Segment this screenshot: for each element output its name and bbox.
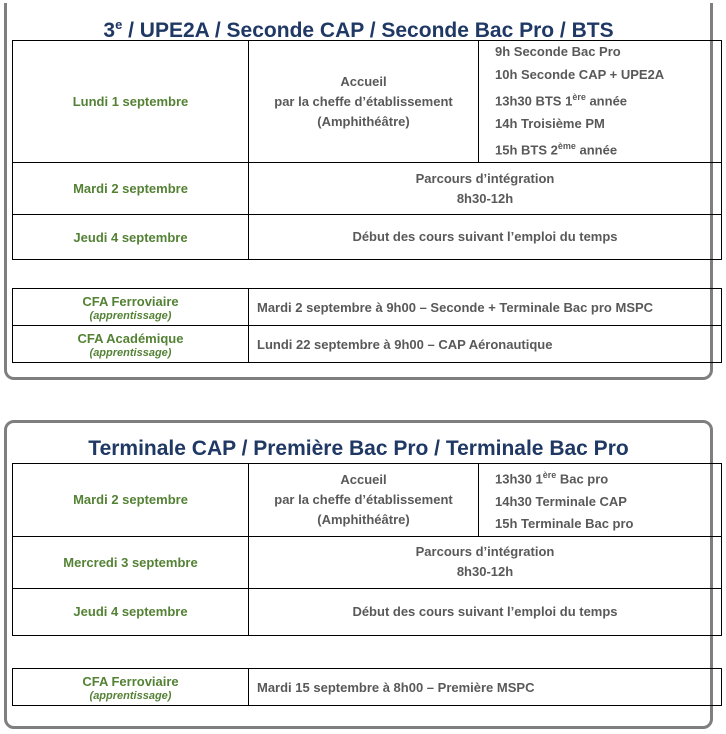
- cfa-table: [12, 668, 722, 706]
- detail-cell: Début des cours suivant l’emploi du temps: [249, 215, 722, 260]
- day-cell: Jeudi 4 septembre: [13, 588, 249, 635]
- detail-cell: Début des cours suivant l’emploi du temps: [249, 588, 722, 635]
- list-item: 14h30 Terminale CAP: [495, 493, 627, 509]
- welcome-cell: Accueil par la cheffe d’établissement (Amphithéâtre): [249, 464, 479, 537]
- day-cell: Mardi 2 septembre: [13, 163, 249, 215]
- cfa-name-cell: CFA Ferroviaire (apprentissage): [13, 289, 249, 326]
- day-cell: Mardi 2 septembre: [13, 464, 249, 537]
- table-row: [13, 326, 722, 363]
- schedule-table: [12, 463, 722, 636]
- schedule-panel-final-years: [4, 420, 713, 729]
- cfa-info-cell: Mardi 15 septembre à 8h00 – Première MSPC: [249, 669, 722, 706]
- cfa-info-cell: Lundi 22 septembre à 9h00 – CAP Aéronautique: [249, 326, 722, 363]
- list-item: 10h Seconde CAP + UPE2A: [495, 66, 665, 82]
- schedule-table: [12, 40, 722, 260]
- list-item: 9h Seconde Bac Pro: [495, 44, 621, 59]
- times-list: [479, 464, 722, 537]
- cfa-table: [12, 288, 722, 363]
- list-item: 13h30 1ère Bac pro: [495, 470, 609, 487]
- day-cell: Mercredi 3 septembre: [13, 536, 249, 588]
- table-row: [13, 536, 722, 588]
- table-row: [13, 41, 722, 163]
- table-row: [13, 289, 722, 326]
- table-row: [13, 669, 722, 706]
- table-row: [13, 163, 722, 215]
- list-item: 15h Terminale Bac pro: [495, 516, 634, 532]
- table-row: [13, 464, 722, 537]
- list-item: 14h Troisième PM: [495, 115, 605, 131]
- day-cell: Lundi 1 septembre: [13, 41, 249, 163]
- cfa-name-cell: CFA Académique (apprentissage): [13, 326, 249, 363]
- table-row: [13, 215, 722, 260]
- day-cell: Jeudi 4 septembre: [13, 215, 249, 260]
- detail-cell: Parcours d’intégration 8h30-12h: [249, 163, 722, 215]
- panel-title: Terminale CAP / Première Bac Pro / Terminale Bac Pro: [88, 437, 629, 460]
- detail-cell: Parcours d’intégration 8h30-12h: [249, 536, 722, 588]
- cfa-name-cell: CFA Ferroviaire (apprentissage): [13, 669, 249, 706]
- schedule-panel-first-years: [4, 3, 713, 380]
- times-list: [479, 41, 722, 163]
- table-row: [13, 588, 722, 635]
- welcome-cell: Accueil par la cheffe d’établissement (Amphithéâtre): [249, 41, 479, 163]
- list-item: 15h BTS 2ème année: [495, 141, 618, 158]
- panel-title: 3e / UPE2A / Seconde CAP / Seconde Bac Pro / BTS: [103, 17, 614, 42]
- cfa-info-cell: Mardi 2 septembre à 9h00 – Seconde + Terminale Bac pro MSPC: [249, 289, 722, 326]
- list-item: 13h30 BTS 1ère année: [495, 92, 628, 109]
